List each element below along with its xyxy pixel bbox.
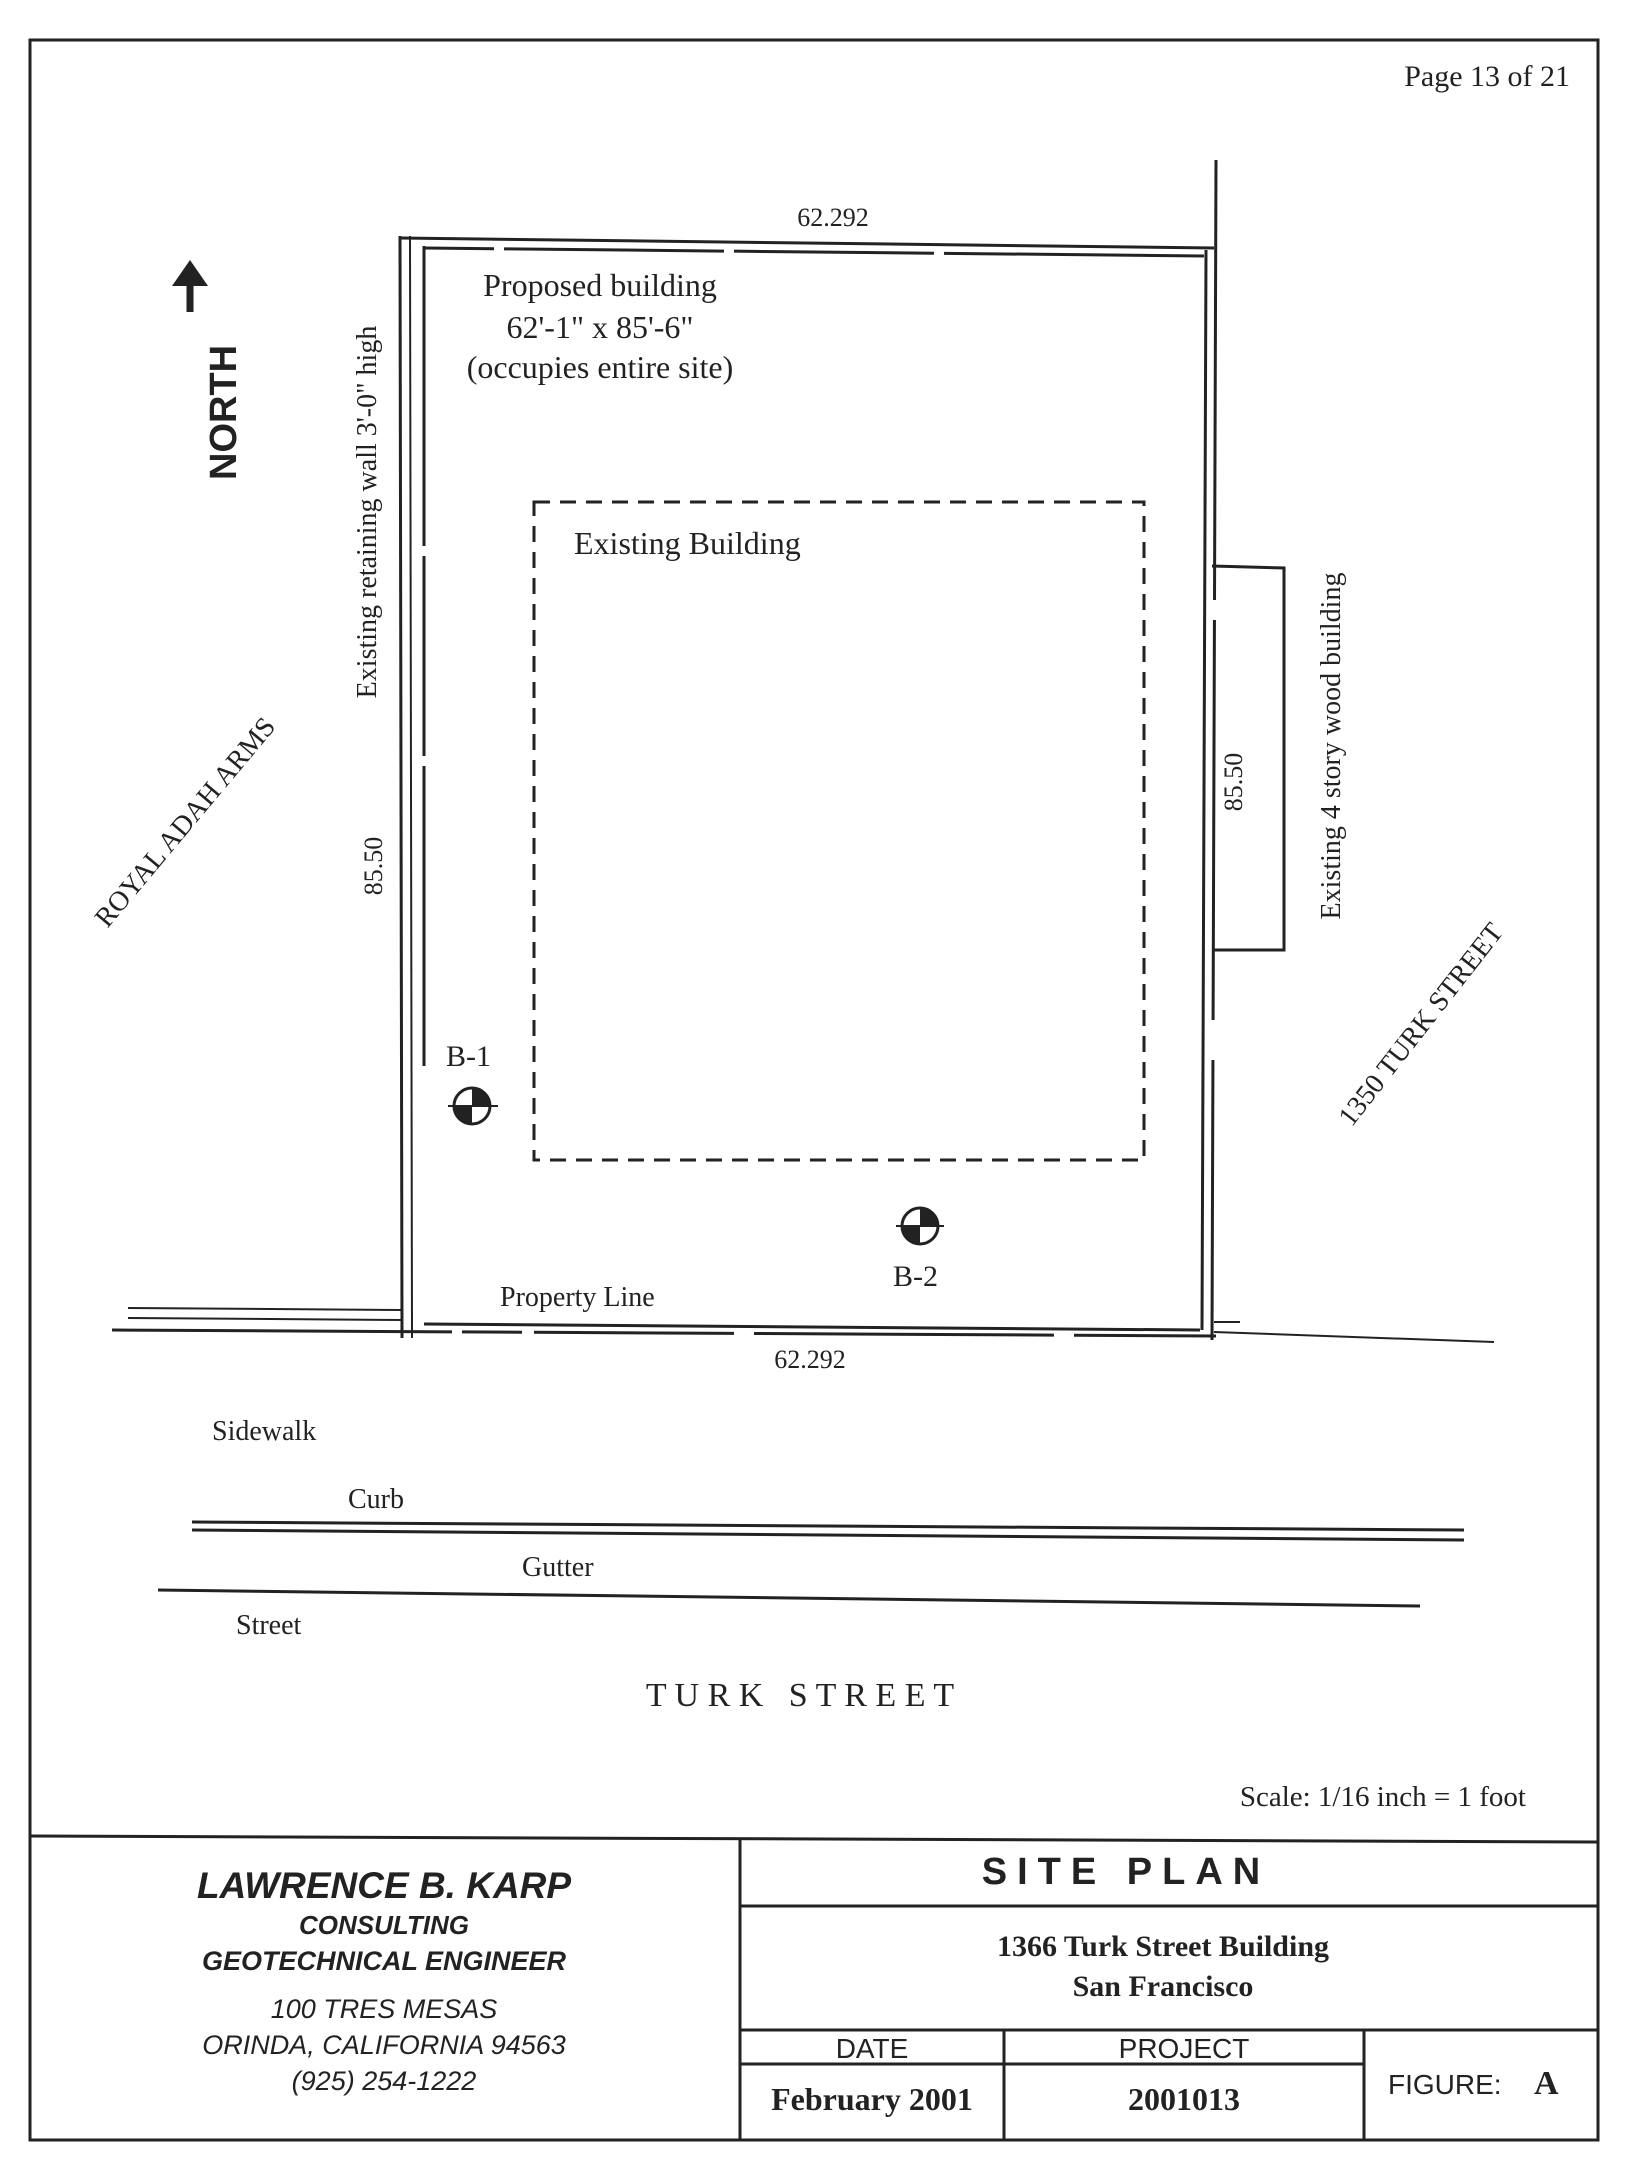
north-property-line-inner (424, 248, 1206, 256)
company-line2: CONSULTING (299, 1910, 469, 1940)
company-line3: GEOTECHNICAL ENGINEER (201, 1946, 567, 1976)
company-name: LAWRENCE B. KARP (196, 1865, 572, 1906)
north-label: NORTH (203, 344, 245, 480)
east-dimension-label: 85.50 (1219, 752, 1248, 812)
sidewalk-label: Sidewalk (212, 1416, 317, 1447)
gutter-label: Gutter (522, 1552, 594, 1583)
property-boundary (112, 160, 1494, 1342)
neighbor-east-label: Existing 4 story wood building (1316, 572, 1347, 920)
east-property-line-outer (1202, 250, 1206, 1330)
west-sidewalk-edge (128, 1308, 402, 1310)
west-neighbor-label: ROYAL ADAH ARMS (88, 711, 283, 934)
figure-label: FIGURE: (1388, 2069, 1502, 2100)
boring-b1-fill-sw (454, 1106, 472, 1124)
proposed-building-line2: 62'-1" x 85'-6" (506, 309, 694, 345)
date-value: February 2001 (771, 2081, 973, 2117)
project-value: 2001013 (1128, 2081, 1240, 2117)
proposed-building-line1: Proposed building (483, 267, 717, 303)
address-line2: ORINDA, CALIFORNIA 94563 (202, 2030, 566, 2060)
retaining-wall-label: Existing retaining wall 3'-0" high (352, 325, 383, 699)
proposed-building-line3: (occupies entire site) (466, 349, 734, 385)
boring-b1-label: B-1 (446, 1040, 491, 1073)
curb-line-2 (192, 1530, 1464, 1540)
south-property-line-outer (112, 1330, 1216, 1336)
drawing-title: SITE PLAN (981, 1851, 1271, 1893)
east-sidewalk-edge (1214, 1332, 1494, 1342)
date-header: DATE (835, 2033, 909, 2064)
street-label: Street (236, 1610, 302, 1641)
scale-note: Scale: 1/16 inch = 1 foot (1239, 1781, 1526, 1813)
south-dimension-label: 62.292 (774, 1345, 846, 1374)
west-dimension-label: 85.50 (359, 836, 388, 896)
west-property-line-mid (410, 236, 412, 1338)
boring-b1-fill-ne (472, 1088, 490, 1106)
east-address-label: 1350 TURK STREET (1332, 917, 1510, 1133)
street-name: T U R K S T R E E T (645, 1677, 955, 1714)
south-property-line (424, 1324, 1200, 1330)
north-dimension-label: 62.292 (797, 203, 869, 232)
curb-label: Curb (348, 1484, 404, 1515)
project-header: PROJECT (1118, 2033, 1250, 2064)
boring-b1 (446, 1040, 498, 1124)
property-line-label: Property Line (500, 1282, 655, 1313)
north-arrow (172, 260, 245, 480)
phone: (925) 254-1222 (291, 2066, 477, 2096)
boring-b2 (893, 1208, 944, 1293)
project-name-line1: 1366 Turk Street Building (996, 1930, 1330, 1963)
existing-building-outline (534, 502, 1144, 1160)
title-block-top (30, 1836, 1598, 1842)
north-arrow-icon (172, 260, 208, 286)
existing-building-label: Existing Building (574, 525, 801, 561)
curb-line-1 (192, 1522, 1464, 1530)
west-sidewalk-edge-2 (128, 1318, 402, 1320)
address-line1: 100 TRES MESAS (270, 1994, 498, 2024)
project-name-line2: San Francisco (1072, 1970, 1254, 2003)
gutter-line (158, 1590, 1420, 1606)
east-property-line-inner (1212, 160, 1216, 1340)
boring-b2-fill-ne (920, 1208, 938, 1226)
boring-b2-label: B-2 (893, 1260, 938, 1293)
north-property-line (400, 238, 1214, 248)
west-property-line-outer (400, 236, 402, 1338)
figure-value: A (1534, 2065, 1559, 2102)
page-number: Page 13 of 21 (1404, 60, 1570, 93)
boring-b2-fill-sw (902, 1226, 920, 1244)
